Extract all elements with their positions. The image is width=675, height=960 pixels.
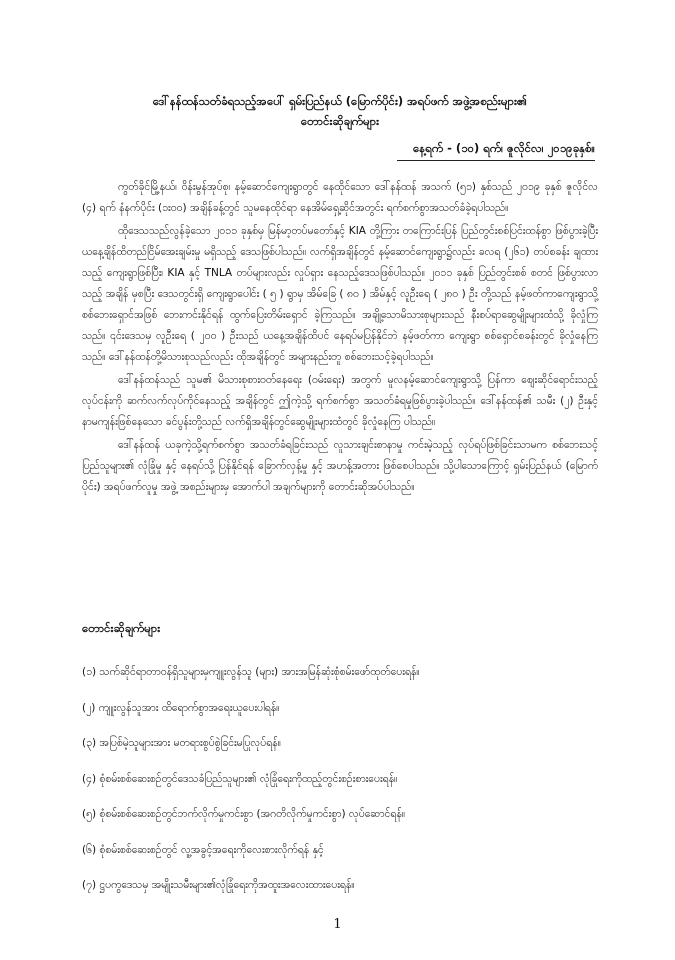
- body-paragraph-3: ဒေါ်နန်ထန်သည် သူမ၏ မိသားစုစားဝတ်နေရေး (ဝမ်းရေး) အတွက် မူလနမ့်ဆောင်ကျေးရွာသို့ ပြန်ကာ စျေးဆိုင်ရောင်းသည့် လုပ်ငန်းကို ဆက်လက်လုပ်ကိုင်နေသည့် အချိန်တွင် ဤကဲ့သို့ ရက်စက်စွာ အသတ်ခံရမှုဖြစ်ပွားခဲ့ပါသည်။ ဒေါ်နန်ထန်၏ သမီး (၂) ဦးနှင့်နာမကျန်းဖြစ်နေသော ခင်ပွန်းတို့သည် လက်ရှိအချိန်တွင်ဆွေမျိုးများထံတွင် ခိုလှုံနေကြ ပါသည်။: [82, 374, 598, 428]
- document-date: နေ့ရက် - (၁၀) ရက်၊ ဇူလိုင်လ၊ ၂၀၁၉ခုနှစ်။: [413, 141, 595, 155]
- demand-item-1: (၁) သက်ဆိုင်ရာတာဝန်ရှိသူများမှကျူးလွန်သူ (များ) အားအမြန်ဆုံးစုံစမ်းဖော်ထုတ်ပေးရန်။: [82, 666, 420, 678]
- demands-heading: တောင်းဆိုချက်များ: [82, 621, 161, 635]
- demand-item-2: (၂) ကျူးလွန်သူအား ထိရောက်စွာအရေးယူပေးပါရန်။: [82, 702, 280, 714]
- document-title-line-2: တောင်းဆိုချက်များ: [300, 114, 380, 128]
- body-paragraph-2: ထိုဒေသသည်လွန်ခဲ့သော ၂၀၁၁ ခုနှစ်မှ မြန်မာ့တပ်မတော်နှင့် KIA တို့ကြား တကြောင်းပြန် ပြည်တွင်းစစ်ပြင်းထန်စွာ ဖြစ်ပွားခဲ့ပြီး ယနေ့ချိန်ထိတည်ငြိမ်အေးချမ်းမှု မရှိသည့် ဒေသဖြစ်ပါသည်။ လက်ရှိအချိန်တွင် နမ့်ဆောင်ကျေးရွာ၌လည်း ခလရ (၂၆၁) တပ်စခန်း ချထားသည့် ကျေးရွာဖြစ်ပြီး၊ KIA နှင့် TNLA တပ်များလည်း လှုပ်ရှား နေသည့်ဒေသဖြစ်ပါသည်။ ၂၀၁၁ ခုနှစ် ပြည်တွင်းစစ် စတင် ဖြစ်ပွားလာသည့် အချိန် မှစပြီး ဒေသတွင်းရှိ ကျေးရွာပေါင်း ( ၅ ) ရွာမှ အိမ်ခြေ ( ၈၀ ) အိမ်နှင့် လူဦးရေ ( ၂၈၀ ) ဦး တို့သည် နမ့်ဖတ်ကာကျေးရွာသို့ စစ်ဘေးရှောင်အဖြစ် ဘေးကင်းနိုင်ရန် ထွက်ပြေးတိမ်းရှောင် ခဲ့ကြသည်။ အချို့သောမိသားစုများသည် နီးစပ်ရာဆွေမျိုးများထံသို့ ခိုလှုံကြသည်။ ၎င်းဒေသမှ လူဦးရေ ( ၂၀၀ ) ဦးသည် ယနေ့အချိန်ထိပင် နေရပ်မပြန်နိုင်ဘဲ နမ့်ဖတ်ကာ ကျေးရွာ စစ်ရှောင်စခန်းတွင် ခိုလှုံနေကြသည်။ ဒေါ်နန်ထန်တို့မိသားစုသည်လည်း ထိုအချိန်တွင် အများနည်းတူ စစ်ဘေးသင့်ခဲ့ရပါသည်။: [82, 225, 598, 363]
- demand-item-4: (၄) စုံစမ်းစစ်ဆေးစဉ်တွင်ဒေသခံပြည်သူများ၏ လုံခြုံရေးကိုထည့်တွင်းစဉ်းစားပေးရန်။: [82, 773, 398, 785]
- date-underline: [397, 160, 595, 161]
- demand-item-7: (၇) ဋ္ဌပကွဒေသမှ အမျိုးသမီးများ၏လုံခြုံရေးကိုအထူးအလေးထားပေးရန်။: [82, 879, 355, 891]
- document-body: [82, 177, 598, 500]
- demand-item-6: (၆) စုံစမ်းစစ်ဆေးစဉ်တွင် လူ့အခွင့်အရေးကိုလေးစားလိုက်ရန် နှင့်: [82, 844, 324, 856]
- body-paragraph-1: ကွတ်ခိုင်မြို့နယ်၊ ဝိန်းမွန်အုပ်စု၊ နမ့်ဆောင်ကျေးရွာတွင် နေထိုင်သော ဒေါ်နန်ထန် အသက် (၅၁) နှစ်သည် ၂၀၁၉ ခုနှစ် ဇူလိုင်လ (၄) ရက် နံနက်ပိုင်း (၁း၀၀) အချိန်ခန့်တွင် သူမနေထိုင်ရာ နေအိမ်ရှေ့ဆိုင်အတွင်း ရက်စက်စွာအသတ်ခံခဲ့ရပါသည်။: [82, 181, 598, 214]
- body-paragraph-4: ဒေါ်နန်ထန် ယခုကဲ့သို့ရက်စက်စွာ အသတ်ခံရခြင်းသည် လူသားချင်းစာနာမှု ကင်းမဲ့သည့် လုပ်ရပ်ဖြစ်ခြင်းသာမက စစ်ဘေးသင့်ပြည်သူများ၏ လုံခြုံမှု နှင့် နေရပ်သို့ ပြန်နိုင်ရန် ခြောက်လှန့်မှု နှင့် အဟန့်အတား ဖြစ်စေပါသည်။ သို့ပါသောကြောင့် ရှမ်းပြည်နယ် (မြောက်ပိုင်း) အရပ်ဖက်လူမှု အဖွဲ့ အစည်းများမှ အောက်ပါ အချက်များကို တောင်းဆိုအပ်ပါသည်။: [82, 439, 598, 493]
- document-title-line-1: ဒေါ်နန်ထန်သတ်ခံရသည့်အပေါ် ရှမ်းပြည်နယ် (မြောက်ပိုင်း) အရပ်ဖက် အဖွဲ့အစည်းများ၏: [152, 94, 528, 108]
- demand-item-5: (၅) စုံစမ်းစစ်ဆေးစဉ်တွင်ဘက်လိုက်မှုကင်းစွာ (အဂတိလိုက်မှုကင်းစွာ) လုပ်ဆောင်ရန်။: [82, 808, 405, 820]
- demand-item-3: (၃) အပြစ်မဲ့သူများအား မတရားစွပ်စွဲခြင်းမပြုလုပ်ရန်။: [82, 737, 281, 749]
- page-number: 1: [333, 917, 342, 932]
